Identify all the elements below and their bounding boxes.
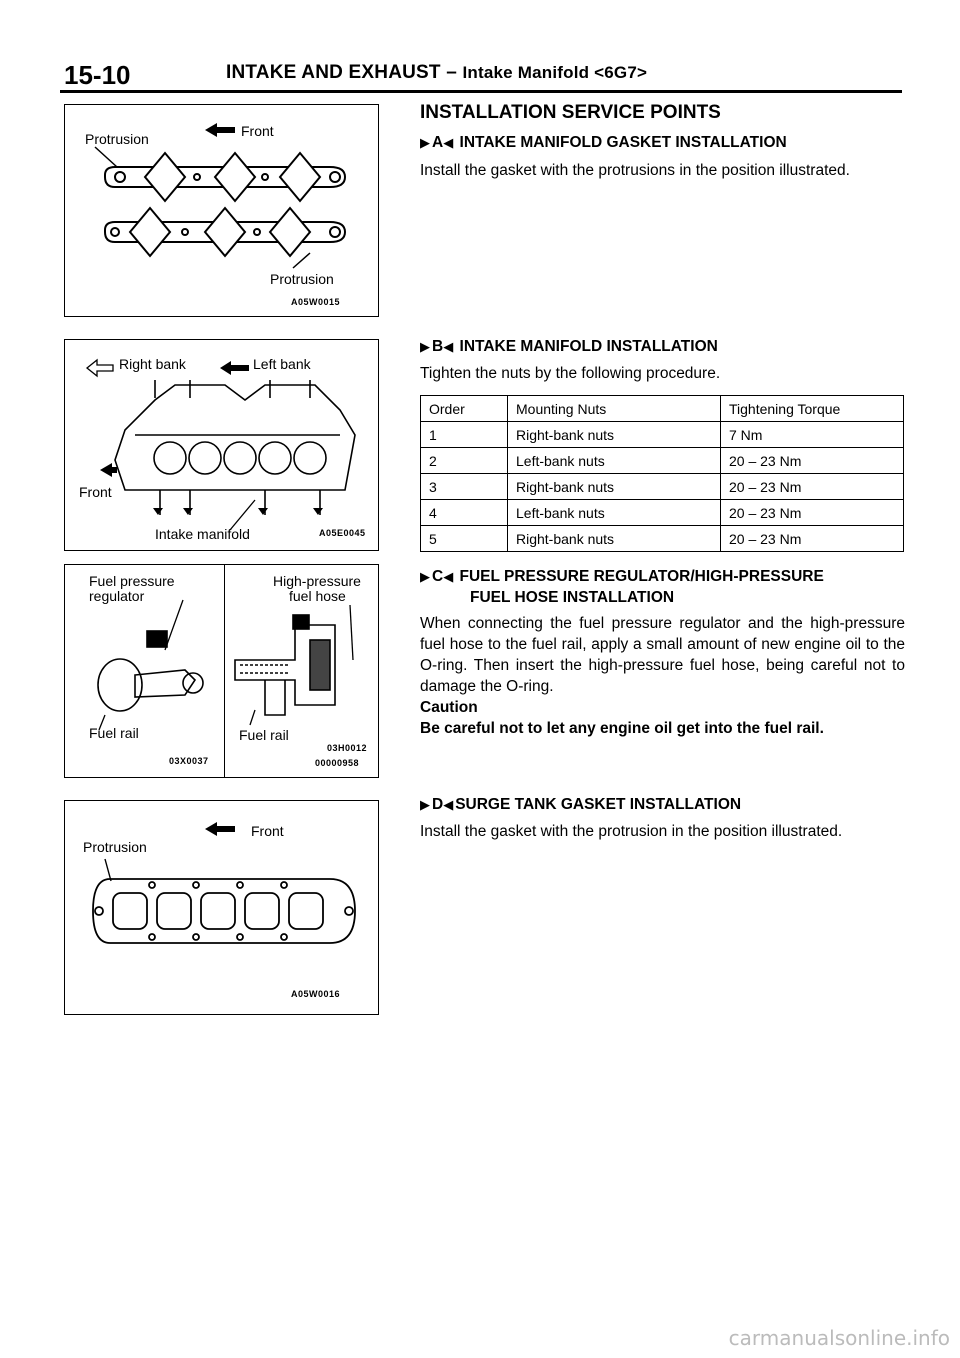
section-heading: INSTALLATION SERVICE POINTS [420, 102, 721, 123]
label-protrusion-top: Protrusion [85, 131, 149, 147]
page-header [60, 52, 902, 96]
label-high-pressure-line2: fuel hose [289, 588, 346, 604]
table-header-cell: Mounting Nuts [508, 396, 721, 422]
surge-tank-gasket-illustration [65, 801, 378, 1014]
triangle-right-icon: ▶ [420, 797, 430, 812]
table-cell: 1 [421, 422, 508, 448]
marker-c: C [432, 568, 444, 585]
figure-high-pressure-hose [224, 564, 379, 778]
table-cell: Right-bank nuts [508, 422, 721, 448]
table-cell: 4 [421, 500, 508, 526]
label-front: Front [79, 484, 112, 500]
table-cell: Left-bank nuts [508, 500, 721, 526]
triangle-right-icon: ▶ [420, 339, 430, 354]
table-cell: 7 Nm [721, 422, 904, 448]
figure-gasket [64, 104, 379, 317]
paragraph-a: Install the gasket with the protrusions in the position illustrated. [420, 162, 850, 179]
table-row [421, 526, 904, 552]
page-number: 15-10 [64, 60, 131, 90]
label-fuel-rail-left: Fuel rail [89, 725, 139, 741]
table-cell: Right-bank nuts [508, 474, 721, 500]
paragraph-d: Install the gasket with the protrusion in the position illustrated. [420, 823, 843, 840]
table-row [421, 448, 904, 474]
table-cell: 3 [421, 474, 508, 500]
triangle-left-icon: ◀ [443, 339, 454, 354]
chapter-title: INTAKE AND EXHAUST [226, 62, 441, 83]
watermark: carmanualsonline.info [728, 1326, 950, 1350]
figure-code: A05E0045 [319, 528, 366, 538]
figure-code: A05W0015 [291, 297, 341, 307]
table-row [421, 474, 904, 500]
triangle-right-icon: ▶ [420, 569, 430, 584]
triangle-left-icon: ◀ [443, 569, 454, 584]
figure-surge-tank-gasket [64, 800, 379, 1015]
label-left-bank: Left bank [253, 356, 311, 372]
table-row [421, 500, 904, 526]
table-header-row [421, 396, 904, 422]
section-subtitle: Intake Manifold <6G7> [462, 63, 648, 82]
table-cell: 2 [421, 448, 508, 474]
heading-c [420, 568, 824, 586]
label-front: Front [251, 823, 284, 839]
figure-code-left: 03X0037 [169, 756, 209, 766]
paragraph-c: When connecting the fuel pressure regulator and the high-pressure fuel hose to the fuel rail, apply a small amount of new engine oil to the O-ring. Then insert the high-pressure fuel hose, being careful not to damage the O-ring. [420, 615, 905, 695]
figure-fuel-regulator [64, 564, 227, 778]
label-right-bank: Right bank [119, 356, 186, 372]
label-fuel-rail-right: Fuel rail [239, 727, 289, 743]
label-protrusion-bottom: Protrusion [270, 271, 334, 287]
heading-d-title: SURGE TANK GASKET INSTALLATION [455, 796, 742, 813]
label-protrusion: Protrusion [83, 839, 147, 855]
triangle-left-icon: ◀ [443, 135, 454, 150]
table-row [421, 422, 904, 448]
caution-label: Caution [420, 699, 478, 716]
table-cell: 20 – 23 Nm [721, 526, 904, 552]
heading-b-title: INTAKE MANIFOLD INSTALLATION [459, 338, 718, 355]
table-cell: Left-bank nuts [508, 448, 721, 474]
table-cell: Right-bank nuts [508, 526, 721, 552]
table-cell: 5 [421, 526, 508, 552]
table-header-cell: Tightening Torque [721, 396, 904, 422]
label-fuel-pressure-regulator-line1: Fuel pressure [89, 573, 175, 589]
caution-text: Be careful not to let any engine oil get into the fuel rail. [420, 720, 824, 737]
torque-table [420, 395, 904, 552]
marker-a: A [432, 134, 444, 151]
marker-b: B [432, 338, 444, 355]
table-cell: 20 – 23 Nm [721, 448, 904, 474]
label-fuel-pressure-regulator-line2: regulator [89, 588, 145, 604]
heading-a-title: INTAKE MANIFOLD GASKET INSTALLATION [459, 134, 787, 151]
title-dash: – [446, 62, 457, 83]
heading-b [420, 338, 718, 356]
triangle-left-icon: ◀ [443, 797, 454, 812]
figure-code: A05W0016 [291, 989, 341, 999]
table-cell: 20 – 23 Nm [721, 474, 904, 500]
table-cell: 20 – 23 Nm [721, 500, 904, 526]
label-front: Front [241, 123, 274, 139]
label-intake-manifold: Intake manifold [155, 526, 250, 542]
marker-d: D [432, 796, 444, 813]
page-title [226, 62, 647, 84]
heading-c-line2: FUEL HOSE INSTALLATION [470, 589, 675, 606]
paragraph-b: Tighten the nuts by the following procedure. [420, 365, 721, 382]
header-rule [60, 90, 902, 93]
table-header-cell: Order [421, 396, 508, 422]
heading-a [420, 134, 787, 152]
triangle-right-icon: ▶ [420, 135, 430, 150]
label-high-pressure-line1: High-pressure [273, 573, 361, 589]
figure-code-right-1: 03H0012 [327, 743, 368, 753]
intake-manifold-illustration [65, 340, 378, 550]
heading-c-title-line1: FUEL PRESSURE REGULATOR/HIGH-PRESSURE [459, 568, 824, 585]
heading-d [420, 796, 741, 814]
figure-intake-manifold [64, 339, 379, 551]
figure-code-right-2: 00000958 [315, 758, 360, 768]
